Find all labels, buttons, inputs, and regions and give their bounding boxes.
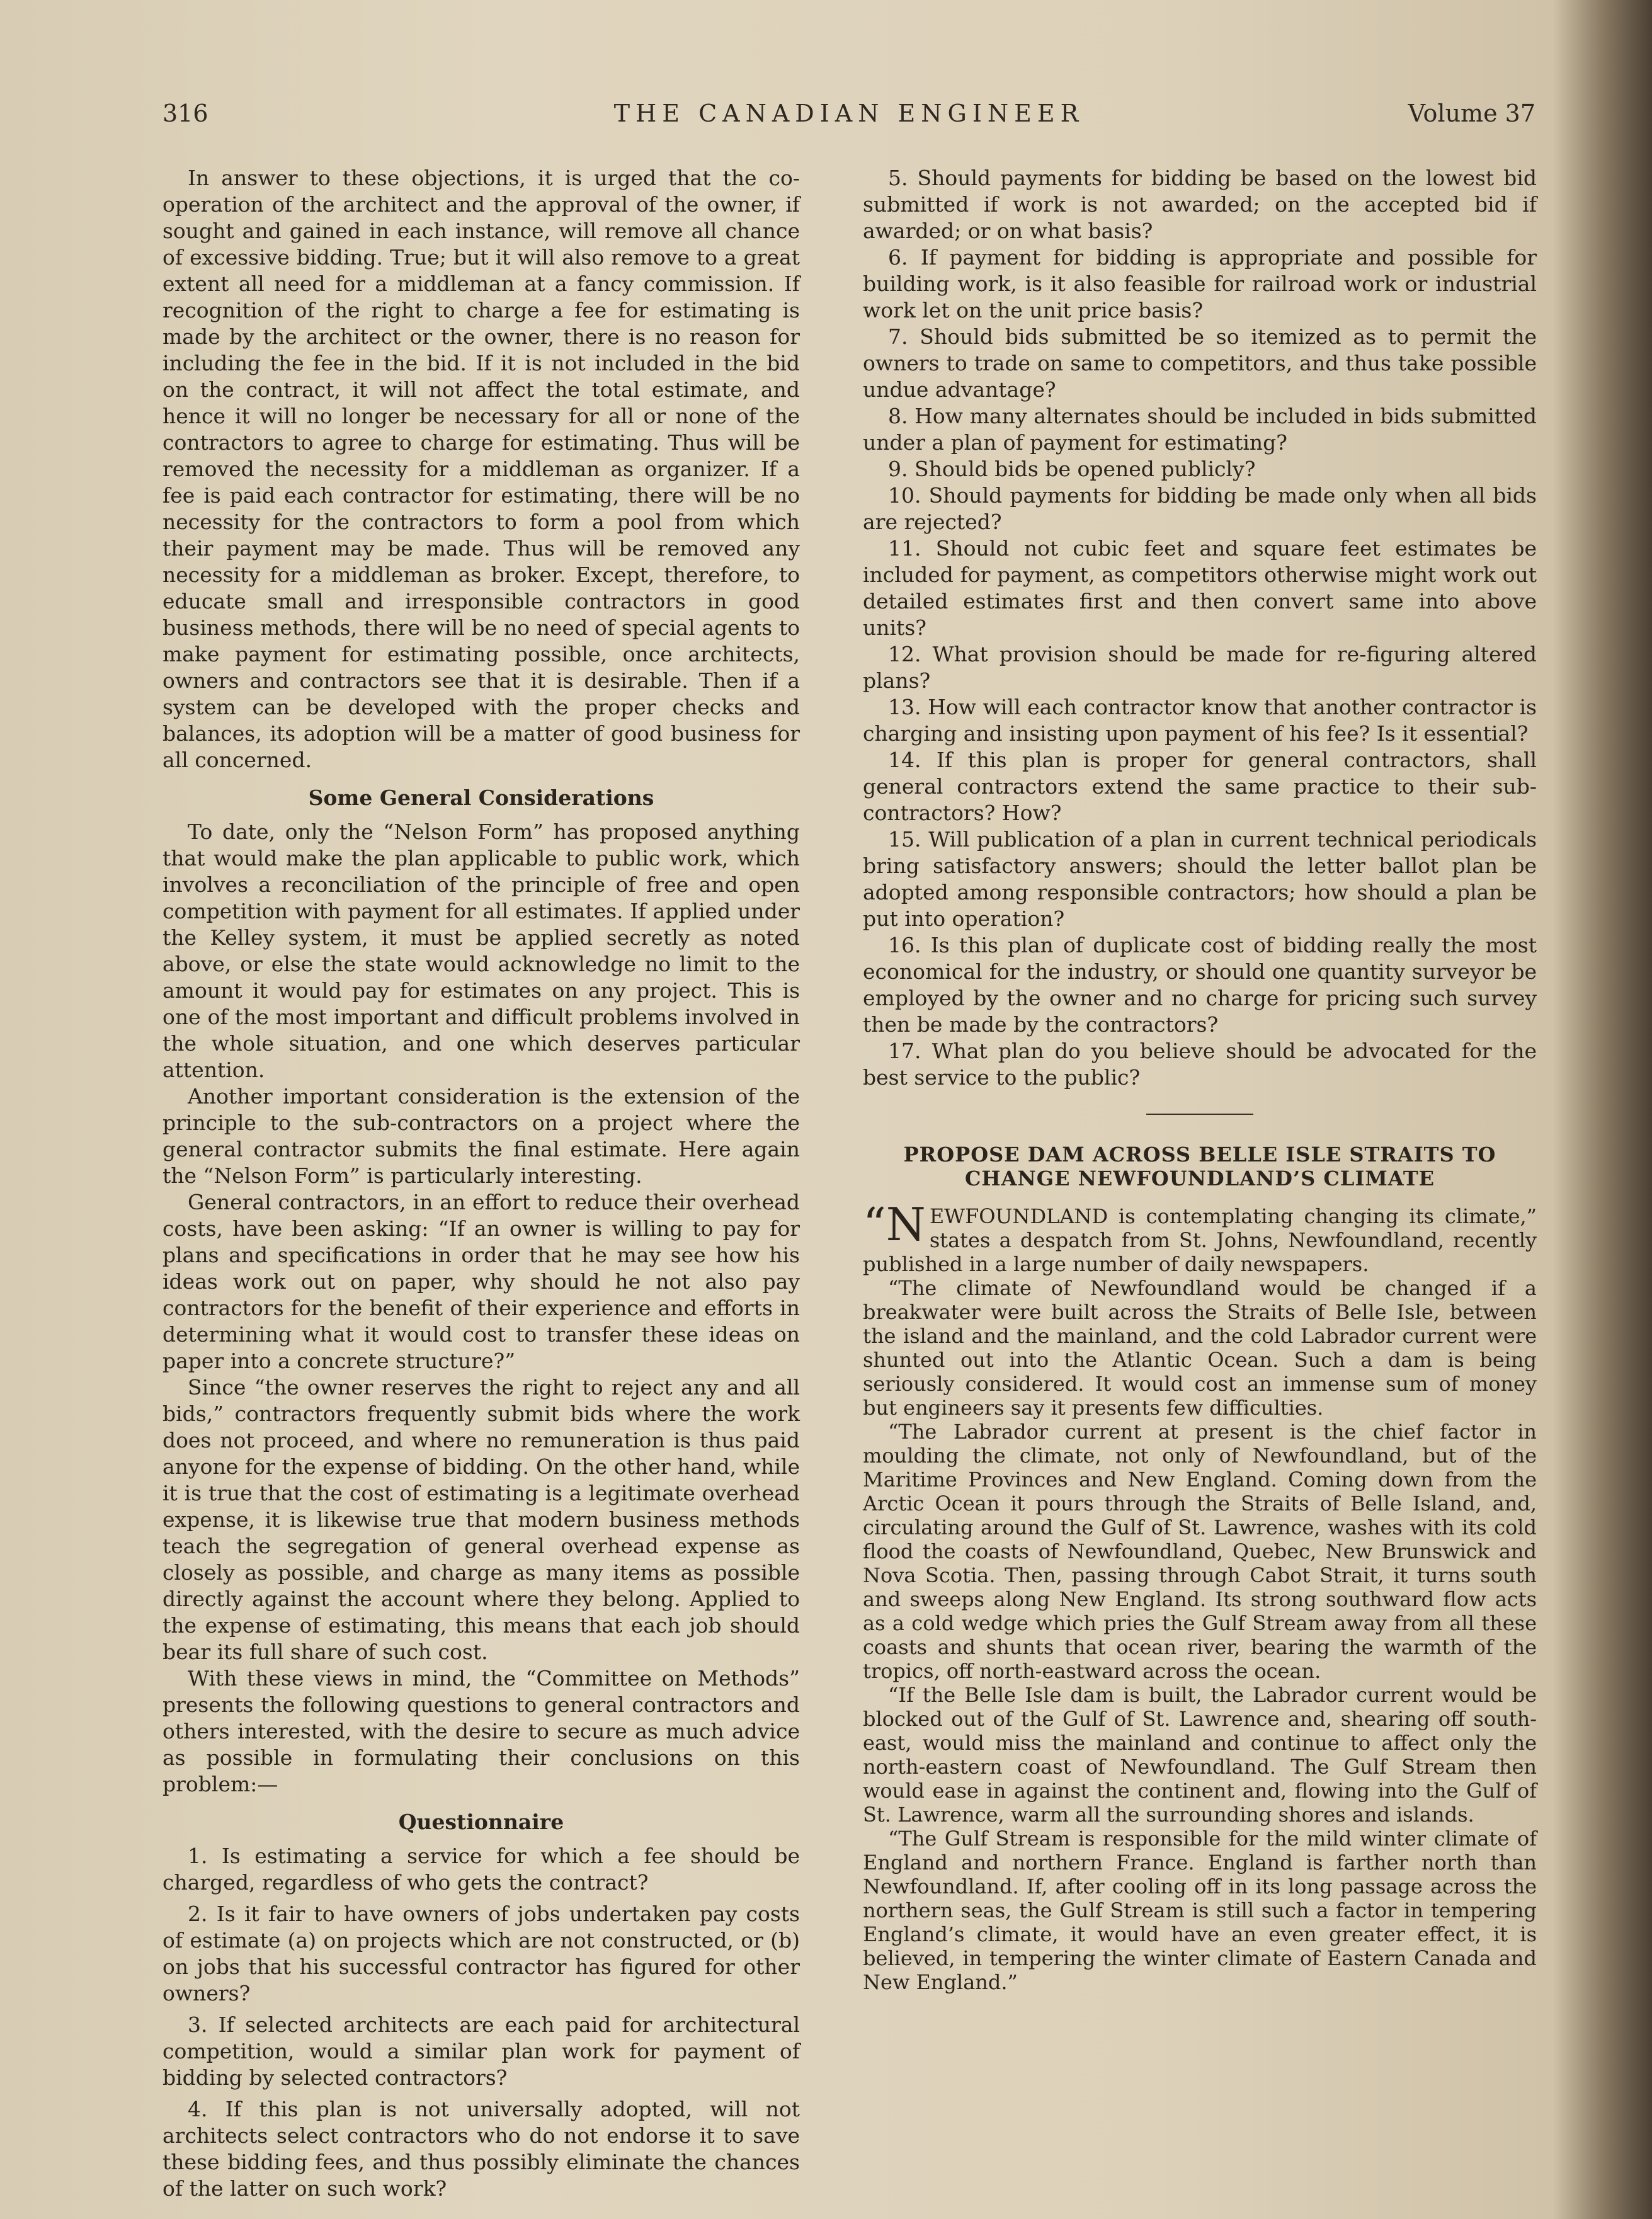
question-item: 17. What plan do you believe should be advocated for the best service to the public? [863,1039,1537,1090]
question-item: 13. How will each contractor know that another contractor is charging and insisting upon payment of his fee? Is it essential? [863,695,1537,746]
left-column [162,165,800,2207]
headline-line-1: PROPOSE DAM ACROSS BELLE ISLE STRAITS TO [903,1143,1496,1167]
paragraph: “If the Belle Isle dam is built, the Labrador current would be blocked out of the Gulf of St. Lawrence and, shearing off south-east, would miss the mainland and continue to affect only the north-eastern coast of Newfoundland. The Gulf Stream then would ease in against the continent and, flowing into the Gulf of St. Lawrence, warm all the surrounding shores and islands. [863,1683,1537,1827]
question-item: 16. Is this plan of duplicate cost of bidding really the most economical for the industry, or should one quantity surveyor be employed by the owner and no charge for pricing such survey then be made by the contractors? [863,933,1537,1037]
paragraph: Another important consideration is the extension of the principle to the sub-contractors on a project where the general contractor submits the final estimate. Here again the “Nelson Form” is particularly interesting. [162,1084,800,1188]
lead-text: EWFOUNDLAND is contemplating changing its climate,” states a despatch from St. Johns, Newfoundland, recently published in a large number of daily newspapers. [863,1204,1537,1276]
article-headline [863,1143,1537,1190]
question-item: 15. Will publication of a plan in current technical periodicals bring satisfactory answers; should the letter ballot plan be adopted among responsible contractors; how should a plan be put into operation? [863,827,1537,931]
paragraph: Since “the owner reserves the right to reject any and all bids,” contractors frequently submit bids where the work does not proceed, and where no remuneration is thus paid anyone for the expense of bidding. On the other hand, while it is true that the cost of estimating is a legitimate overhead expense, it is likewise true that modern business methods teach the segregation of general overhead expense as closely as possible, and charge as many items as possible directly against the account where they belong. Applied to the expense of estimating, this means that each job should bear its full share of such cost. [162,1375,800,1664]
question-item: 12. What provision should be made for re-figuring altered plans? [863,642,1537,693]
paragraph: In answer to these objections, it is urged that the co-operation of the architect and the approval of the owner, if sought and gained in each instance, will remove all chance of excessive bidding. True; but it will also remove to a great extent all need for a middleman at a fancy commission. If recognition of the right to charge a fee for estimating is made by the architect or the owner, there is no reason for including the fee in the bid. If it is not included in the bid on the contract, it will not affect the total estimate, and hence it will no longer be necessary for all or none of the contractors to agree to charge for estimating. Thus will be removed the necessity for a middleman as organizer. If a fee is paid each contractor for estimating, there will be no necessity for the contractors to form a pool from which their payment may be made. Thus will be removed any necessity for a middleman as broker. Except, therefore, to educate small and irresponsible contractors in good business methods, there will be no need of special agents to make payment for estimating possible, once architects, owners and contractors see that it is desirable. Then if a system can be developed with the proper checks and balances, its adoption will be a matter of good business for all concerned. [162,166,800,772]
section-heading: Some General Considerations [308,785,654,810]
question-item: 1. Is estimating a service for which a fee should be charged, regardless of who gets the contract? [162,1844,800,1895]
paragraph: With these views in mind, the “Committee on Methods” presents the following questions to general contractors and others interested, with the desire to secure as much advice as possible in formulating their conclusions on this problem:— [162,1666,800,1796]
paragraph: “The Gulf Stream is responsible for the mild winter climate of England and northern France. England is farther north than Newfoundland. If, after cooling off in its long passage across the northern seas, the Gulf Stream is still such a factor in tempering England’s climate, it would have an even greater effect, it is believed, in tempering the winter climate of Eastern Canada and New England.” [863,1827,1537,1994]
drop-cap: “N [863,1198,926,1251]
headline-line-2: CHANGE NEWFOUNDLAND’S CLIMATE [964,1167,1435,1190]
question-item: 5. Should payments for bidding be based on the lowest bid submitted if work is not awarded; on the accepted bid if awarded; or on what basis? [863,166,1537,243]
right-column [863,165,1537,1994]
question-item: 4. If this plan is not universally adopted, will not architects select contractors who do not endorse it to save these bidding fees, and thus possibly eliminate the chances of the latter on such work? [162,2097,800,2201]
question-item: 2. Is it fair to have owners of jobs undertaken pay costs of estimate (a) on projects which are not constructed, or (b) on jobs that his successful contractor has figured for other owners? [162,1902,800,2005]
article-lead-paragraph [863,1198,1537,1276]
question-item: 10. Should payments for bidding be made only when all bids are rejected? [863,483,1537,534]
paragraph: “The climate of Newfoundland would be changed if a breakwater were built across the Straits of Belle Isle, between the island and the mainland, and the cold Labrador current were shunted out into the Atlantic Ocean. Such a dam is being seriously considered. It would cost an immense sum of money but engineers say it presents few difficulties. [863,1276,1537,1420]
paragraph: General contractors, in an effort to reduce their overhead costs, have been asking: “If an owner is willing to pay for plans and specifications in order that he may see how his ideas work out on paper, why should he not also pay contractors for the benefit of their experience and efforts in determining what it would cost to transfer these ideas on paper into a concrete structure?” [162,1190,800,1373]
question-item: 8. How many alternates should be included in bids submitted under a plan of payment for estimating? [863,404,1537,455]
question-item: 6. If payment for bidding is appropriate and possible for building work, is it also feasible for railroad work or industrial work let on the unit price basis? [863,245,1537,322]
paragraph: To date, only the “Nelson Form” has proposed anything that would make the plan applicable to public work, which involves a reconciliation of the principle of free and open competition with payment for all estimates. If applied under the Kelley system, it must be applied secretly as noted above, or else the state would acknowledge no limit to the amount it would pay for estimates on any project. This is one of the most important and difficult problems involved in the whole situation, and one which deserves particular attention. [162,819,800,1082]
page-number: 316 [162,100,208,127]
question-item: 3. If selected architects are each paid for architectural competition, would a similar plan work for payment of bidding by selected contractors? [162,2012,800,2090]
page-header [162,100,1535,130]
section-heading: Questionnaire [398,1810,564,1834]
question-item: 7. Should bids submitted be so itemized as to permit the owners to trade on same to competitors, and thus take possible undue advantage? [863,324,1537,402]
question-item: 11. Should not cubic feet and square feet estimates be included for payment, as competitors otherwise might work out detailed estimates first and then convert same into above units? [863,536,1537,640]
volume-label: Volume 37 [1408,100,1535,127]
question-item: 14. If this plan is proper for general contractors, shall general contractors extend the same practice to their sub-contractors? How? [863,748,1537,825]
section-divider [1146,1114,1253,1115]
article [863,1143,1537,1994]
journal-title: THE CANADIAN ENGINEER [613,100,1085,127]
question-item: 9. Should bids be opened publicly? [888,457,1256,481]
paragraph: “The Labrador current at present is the chief factor in moulding the climate, not only of Newfoundland, but of the Maritime Provinces and New England. Coming down from the Arctic Ocean it pours through the Straits of Belle Island, and, circulating around the Gulf of St. Lawrence, washes with its cold flood the coasts of Newfoundland, Quebec, New Brunswick and Nova Scotia. Then, passing through Cabot Strait, it turns south and sweeps along New England. Its strong southward flow acts as a cold wedge which pries the Gulf Stream away from all these coasts and shunts that ocean river, bearing the warmth of the tropics, off north-eastward across the ocean. [863,1420,1537,1683]
